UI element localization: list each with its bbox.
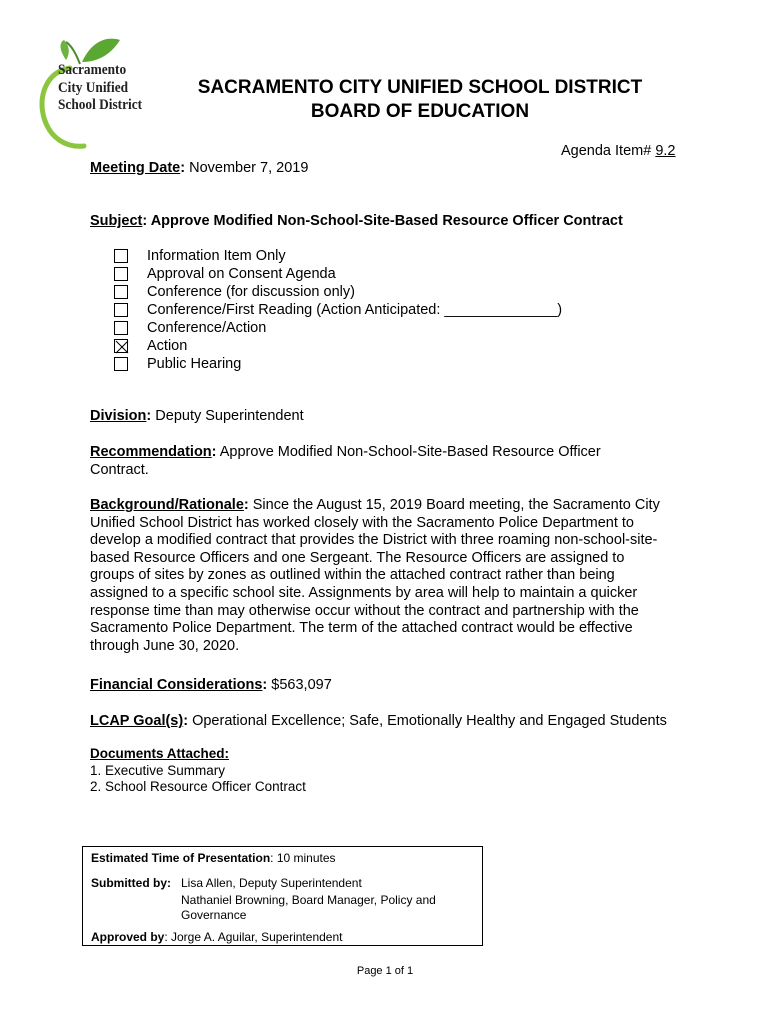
- subject-label: Subject: [90, 213, 143, 229]
- background-line: based Resource Officers and one Sergeant. The Resource Officers are assigned to: [90, 549, 625, 566]
- option-label: Action: [147, 338, 188, 354]
- option-label: Conference (for discussion only): [147, 284, 355, 300]
- checkbox-public-hearing[interactable]: [114, 357, 128, 371]
- submitted-by-name: Nathaniel Browning, Board Manager, Policy and: [181, 893, 436, 907]
- recommendation-colon: :: [211, 444, 217, 460]
- background-line: develop a modified contract that provides the District with three roaming non-school-site-: [90, 532, 658, 549]
- item-type-options: [114, 247, 634, 377]
- checkbox-conference-action[interactable]: [114, 321, 128, 335]
- background-line: through June 30, 2020.: [90, 637, 240, 654]
- lcap-value: Operational Excellence; Safe, Emotionally Healthy and Engaged Students: [192, 713, 667, 729]
- title-line-1: SACRAMENTO CITY UNIFIED SCHOOL DISTRICT: [197, 77, 643, 98]
- lcap-label: LCAP Goal(s): [90, 713, 184, 729]
- documents-attached: [90, 746, 306, 796]
- recommendation-label: Recommendation: [90, 444, 212, 460]
- background-rationale: [90, 497, 700, 655]
- recommendation-text-2: Contract.: [90, 461, 149, 478]
- background-colon: :: [243, 497, 249, 513]
- lcap-colon: :: [183, 713, 189, 729]
- checkbox-action[interactable]: [114, 339, 128, 353]
- checkbox-first-reading[interactable]: [114, 303, 128, 317]
- lcap-goals: [90, 712, 667, 730]
- checkbox-consent[interactable]: [114, 267, 128, 281]
- logo-line-1: Sacramento: [58, 62, 127, 78]
- background-line: Sacramento Police Department. The term of the attached contract would be effective: [90, 620, 633, 637]
- document-item: 1. Executive Summary: [90, 762, 226, 778]
- meeting-date-label: Meeting Date: [90, 160, 181, 176]
- approved-by-value: : Jorge A. Aguilar, Superintendent: [164, 930, 343, 944]
- option-label: Conference/Action: [147, 320, 267, 336]
- background-line: response time than may otherwise occur without the contract and partnership with the: [90, 602, 639, 619]
- submitted-by-name: Lisa Allen, Deputy Superintendent: [181, 876, 362, 890]
- logo-line-3: School District: [58, 97, 143, 113]
- page-number: Page 1 of 1: [356, 965, 414, 977]
- presentation-time-label: Estimated Time of Presentation: [91, 851, 271, 865]
- documents-label: Documents Attached:: [90, 746, 230, 761]
- recommendation: [90, 444, 700, 479]
- background-line: assigned to a specific school site. Assignments by area will help to maintain a quicker: [90, 584, 638, 601]
- option-label: Approval on Consent Agenda: [147, 266, 336, 282]
- agenda-item-number: 9.2: [655, 143, 676, 159]
- option-label: Information Item Only: [147, 248, 286, 264]
- agenda-item: [561, 142, 676, 160]
- division-value: Deputy Superintendent: [155, 408, 304, 424]
- financial-colon: :: [262, 677, 268, 693]
- logo-line-2: City Unified: [58, 79, 129, 96]
- meeting-date-colon: :: [180, 160, 186, 176]
- division-colon: :: [146, 408, 152, 424]
- submitted-by-label: Submitted by:: [91, 876, 171, 890]
- approved-by: [91, 930, 342, 945]
- option-label: Conference/First Reading (Action Anticipated: ______________): [147, 302, 563, 318]
- meeting-date-value: November 7, 2019: [189, 160, 309, 176]
- background-line: Since the August 15, 2019 Board meeting, the Sacramento City: [252, 497, 660, 513]
- check-x-icon: [115, 340, 129, 354]
- approved-by-label: Approved by: [91, 930, 165, 944]
- background-line: groups of sites by zones as outlined within the attached contract rather than being: [90, 567, 615, 584]
- option-label: Public Hearing: [147, 356, 242, 372]
- background-label: Background/Rationale: [90, 497, 244, 513]
- document-item: 2. School Resource Officer Contract: [90, 779, 306, 794]
- background-line: Unified School District has worked closely with the Sacramento Police Department to: [90, 514, 634, 531]
- presentation-time-value: : 10 minutes: [270, 851, 336, 865]
- presentation-summary-box: [82, 846, 483, 946]
- meeting-date: [90, 159, 308, 177]
- financial-value: $563,097: [271, 677, 332, 693]
- recommendation-text: Approve Modified Non-School-Site-Based Resource Officer: [219, 444, 601, 460]
- division-label: Division: [90, 408, 147, 424]
- division: [90, 407, 304, 425]
- title-line-2: BOARD OF EDUCATION: [310, 101, 530, 122]
- subject-text: : Approve Modified Non-School-Site-Based Resource Officer Contract: [142, 213, 623, 229]
- agenda-item-label: Agenda Item#: [561, 143, 656, 159]
- checkbox-conference-discussion[interactable]: [114, 285, 128, 299]
- financial-considerations: [90, 676, 332, 694]
- checkbox-information[interactable]: [114, 249, 128, 263]
- submitted-by-name-cont: Governance: [181, 908, 247, 922]
- financial-label: Financial Considerations: [90, 677, 263, 693]
- subject: [90, 212, 623, 230]
- presentation-time: [91, 851, 336, 866]
